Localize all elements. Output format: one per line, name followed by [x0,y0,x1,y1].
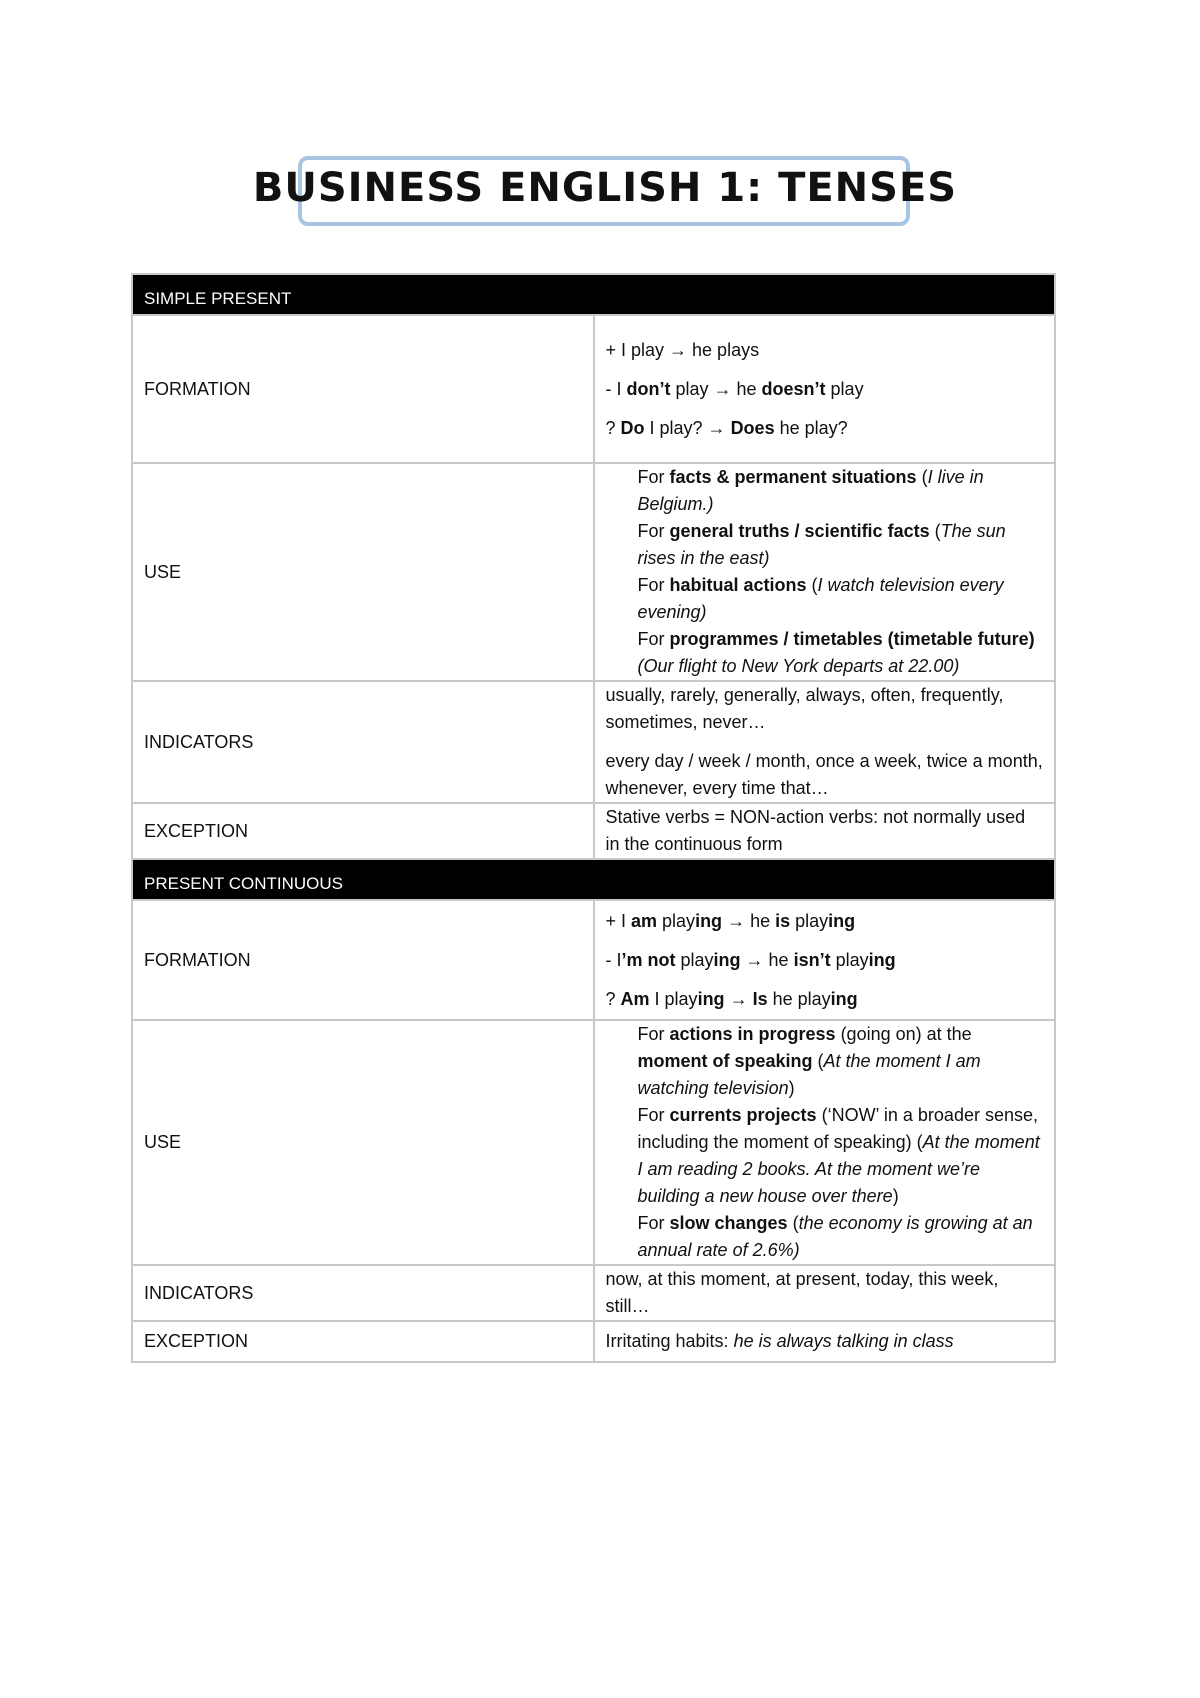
formation-cell [594,315,1056,463]
formation-label: FORMATION [132,315,594,463]
indicators-cell [594,681,1056,803]
section-header-row [132,859,1055,900]
indicators-label: INDICATORS [132,1265,594,1321]
use-label: USE [132,463,594,681]
use-cell [594,463,1056,681]
use-list-item: For habitual actions (I watch television every evening) [637,575,1004,622]
use-label: USE [132,1020,594,1265]
exception-row [132,1321,1055,1362]
exception-cell [594,803,1056,859]
use-row [132,1020,1055,1265]
exception-label: EXCEPTION [132,803,594,859]
use-list-item: For slow changes (the economy is growing at an annual rate of 2.6%) [637,1213,1033,1260]
indicator-line: usually, rarely, generally, always, often, frequently, sometimes, never… [605,685,1004,732]
indicator-line: every day / week / month, once a week, twice a month, whenever, every time that… [605,751,1043,798]
exception-text: Stative verbs = NON-action verbs: not normally used in the continuous form [605,807,1026,854]
indicators-cell [594,1265,1056,1321]
use-row [132,463,1055,681]
formation-line: - I’m not playing → he isn’t playing [605,949,896,970]
use-list-item: For general truths / scientific facts (The sun rises in the east) [637,521,1006,568]
use-cell [594,1020,1056,1265]
section-heading: PRESENT CONTINUOUS [132,859,1055,900]
indicators-row [132,1265,1055,1321]
use-list [606,464,1044,680]
indicators-row [132,681,1055,803]
formation-label: FORMATION [132,900,594,1020]
formation-line: + I play → he plays [605,339,760,360]
use-list-item: For currents projects (‘NOW’ in a broader sense, including the moment of speaking) (At the moment I am reading 2 books. At the moment we’re building a new house over there) [637,1105,1040,1206]
use-list-item: For facts & permanent situations (I live in Belgium.) [637,467,984,514]
section-heading: SIMPLE PRESENT [132,274,1055,315]
exception-row [132,803,1055,859]
formation-line: ? Do I play? → Does he play? [605,417,848,438]
formation-cell [594,900,1056,1020]
use-list-item: For actions in progress (going on) at the moment of speaking (At the moment I am watching television) [637,1024,981,1098]
formation-line: ? Am I playing → Is he playing [605,988,858,1009]
exception-label: EXCEPTION [132,1321,594,1362]
page-title: BUSINESS ENGLISH 1: TENSES [252,165,958,211]
tenses-table [131,273,1056,1363]
exception-cell [594,1321,1056,1362]
formation-line: - I don’t play → he doesn’t play [605,378,864,399]
formation-row [132,900,1055,1020]
section-header-row [132,274,1055,315]
use-list-item: For programmes / timetables (timetable future) (Our flight to New York departs at 22.00) [637,629,1035,676]
formation-line: + I am playing → he is playing [605,910,856,931]
formation-row [132,315,1055,463]
exception-text: Irritating habits: he is always talking in class [605,1331,954,1351]
indicators-label: INDICATORS [132,681,594,803]
indicator-line: now, at this moment, at present, today, this week, still… [605,1269,999,1316]
use-list [606,1021,1044,1264]
